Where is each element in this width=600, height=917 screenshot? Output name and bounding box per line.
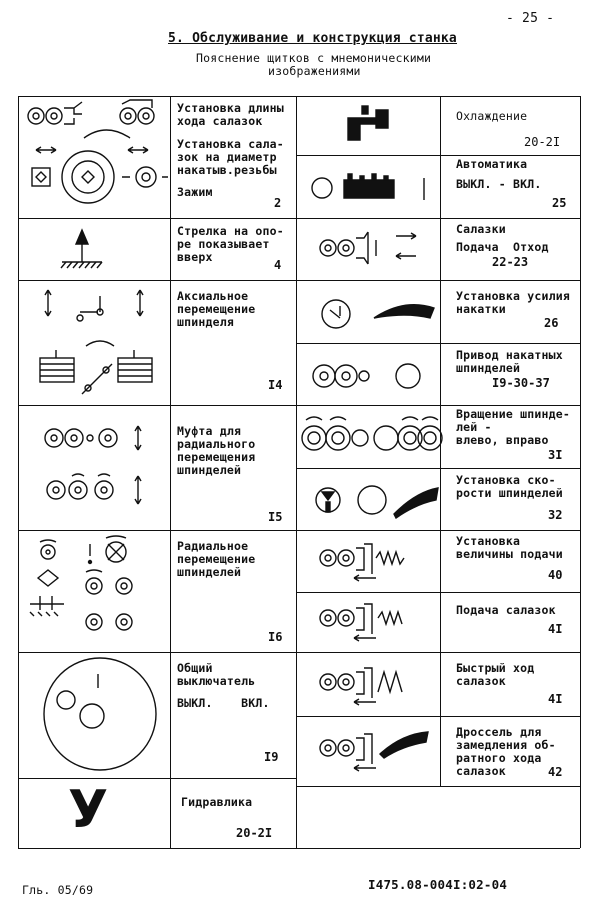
slide-feed-icon	[318, 600, 438, 644]
right-cell-9-line-1: Подача салазок	[456, 603, 556, 617]
rapid-traverse-icon	[318, 662, 438, 708]
right-cell-7-line-2: рости шпинделей	[456, 486, 563, 500]
spindle-rotation-icon	[300, 414, 440, 460]
spindle-speed-icon	[314, 478, 438, 524]
right-cell-10-line-1: Быстрый ход	[456, 661, 535, 675]
left-cell-2-ref: 4	[274, 258, 282, 272]
subtitle-line1: Пояснение щитков с мнемоническими	[196, 51, 432, 65]
right-cell-9-ref: 4I	[548, 622, 563, 636]
right-cell-6-line-1: Вращение шпинде-	[456, 407, 570, 421]
right-cell-10-ref: 4I	[548, 692, 563, 706]
slide-stroke-setting-icon	[22, 100, 168, 214]
radial-spindle-movement-icon	[28, 538, 158, 646]
spindle-drive-icon	[310, 358, 434, 394]
slides-feed-return-icon	[318, 228, 438, 274]
right-cell-6-ref: 3I	[548, 448, 563, 462]
right-cell-1-line-1: Охлаждение	[456, 109, 528, 123]
right-cell-11-line-3: ратного хода	[456, 751, 542, 765]
footer-right: I475.08-004I:02-04	[368, 877, 508, 892]
left-cell-3-line-1: Аксиальное	[177, 289, 249, 303]
main-switch-icon	[40, 656, 160, 774]
left-cell-4-ref: I5	[268, 510, 283, 524]
hydraulics-icon: У	[68, 780, 109, 840]
right-cell-8-line-2: величины подачи	[456, 547, 563, 561]
left-cell-3-ref: I4	[268, 378, 283, 392]
left-cell-7-line-1: Гидравлика	[181, 795, 253, 809]
left-cell-6-line-3: ВЫКЛ. ВКЛ.	[177, 696, 270, 710]
left-cell-1-line-5: накатыв.резьбы	[177, 163, 277, 177]
right-cell-2-ref: 25	[552, 196, 567, 210]
left-cell-1-line-1: Установка длины	[177, 101, 284, 115]
right-cell-4-line-2: накатки	[456, 302, 506, 316]
right-cell-11-ref: 42	[548, 765, 563, 779]
right-cell-4-line-1: Установка усилия	[456, 289, 570, 303]
coolant-tap-icon	[340, 104, 400, 144]
axial-spindle-icon	[30, 284, 160, 400]
left-cell-2-line-3: вверх	[177, 250, 213, 264]
left-cell-1-line-3: Установка сала-	[177, 137, 284, 151]
page-number: - 25 -	[506, 11, 555, 26]
left-cell-5-ref: I6	[268, 630, 283, 644]
throttle-icon	[318, 726, 438, 774]
left-cell-1-line-6: Зажим	[177, 185, 213, 199]
left-cell-4-line-2: радиального	[177, 437, 256, 451]
right-cell-6-line-3: влево, вправо	[456, 433, 549, 447]
left-cell-3-line-3: шпинделя	[177, 315, 234, 329]
left-cell-7-ref: 20-2I	[236, 826, 273, 840]
support-up-arrow-icon	[60, 222, 120, 278]
left-cell-1-line-4: зок на диаметр	[177, 150, 277, 164]
right-cell-11-line-4: салазок	[456, 764, 506, 778]
right-cell-11-line-2: замедления об-	[456, 738, 556, 752]
right-cell-3-line-1: Салазки	[456, 222, 506, 236]
left-cell-6-ref: I9	[264, 750, 279, 764]
left-cell-4-line-1: Муфта для	[177, 424, 242, 438]
right-cell-5-ref: I9-30-37	[492, 376, 550, 390]
left-cell-4-line-3: перемещения	[177, 450, 256, 464]
rolling-force-icon	[318, 292, 438, 336]
right-cell-3-ref: 22-23	[492, 255, 529, 269]
subtitle-line2: изображениями	[268, 64, 361, 78]
right-cell-8-ref: 40	[548, 568, 563, 582]
left-cell-1-ref: 2	[274, 196, 282, 210]
right-cell-2-line-1: Автоматика	[456, 157, 528, 171]
left-cell-5-line-1: Радиальное	[177, 539, 249, 553]
right-cell-7-ref: 32	[548, 508, 563, 522]
radial-coupling-icon	[38, 420, 158, 510]
left-cell-2-line-2: ре показывает	[177, 237, 270, 251]
footer-left: Гль. 05/69	[22, 883, 94, 897]
left-cell-2-line-1: Стрелка на опо-	[177, 224, 284, 238]
section-title: 5. Обслуживание и конструкция станка	[168, 31, 457, 46]
left-cell-6-line-2: выключатель	[177, 674, 256, 688]
right-cell-5-line-2: шпинделей	[456, 361, 521, 375]
left-cell-6-line-1: Общий	[177, 661, 213, 675]
right-cell-1-ref: 20-2I	[524, 135, 561, 149]
left-cell-3-line-2: перемещение	[177, 302, 256, 316]
automatic-on-off-icon	[308, 166, 438, 210]
right-cell-3-line-2: Подача Отход	[456, 240, 549, 254]
right-cell-10-line-2: салазок	[456, 674, 506, 688]
right-cell-7-line-1: Установка ско-	[456, 473, 556, 487]
feed-amount-icon	[318, 540, 438, 584]
left-cell-5-line-2: перемещение	[177, 552, 256, 566]
left-cell-5-line-3: шпинделей	[177, 565, 242, 579]
left-cell-1-line-2: хода салазок	[177, 114, 263, 128]
right-cell-6-line-2: лей -	[456, 420, 492, 434]
right-cell-2-line-2: ВЫКЛ. - ВКЛ.	[456, 177, 542, 191]
right-cell-11-line-1: Дроссель для	[456, 725, 542, 739]
left-cell-4-line-4: шпинделей	[177, 463, 242, 477]
right-cell-8-line-1: Установка	[456, 534, 521, 548]
right-cell-5-line-1: Привод накатных	[456, 348, 563, 362]
right-cell-4-ref: 26	[544, 316, 559, 330]
